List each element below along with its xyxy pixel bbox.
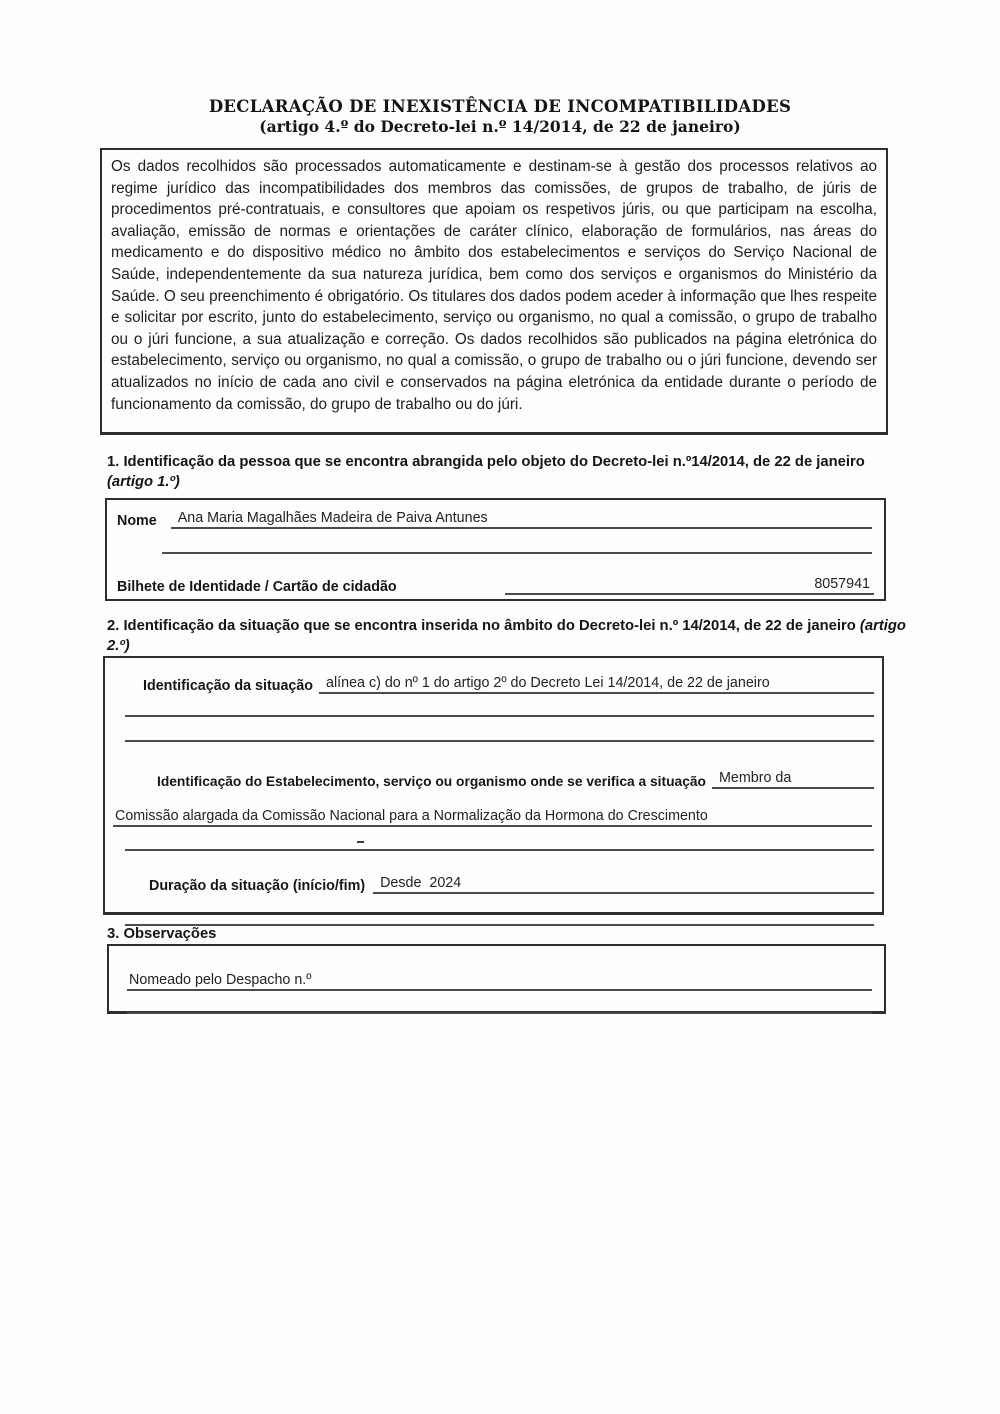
situacao-field-row — [143, 675, 874, 694]
bi-field-row — [117, 576, 874, 595]
duracao-value: Desde 2024 — [373, 875, 874, 894]
stray-mark — [357, 841, 364, 843]
section2-heading-line1 — [107, 616, 907, 636]
nome-value: Ana Maria Magalhães Madeira de Paiva Antunes — [171, 510, 872, 529]
section2-heading-text: 2. Identificação da situação que se encontra inserida no âmbito do Decreto-lei n.º 14/2014, de 22 de janeiro — [107, 618, 856, 634]
blank-line — [127, 1008, 872, 1014]
privacy-notice-box — [100, 148, 888, 435]
estabelecimento-field-row — [157, 770, 874, 789]
observacoes-value: Nomeado pelo Despacho n.º — [127, 972, 872, 991]
section1-box — [105, 498, 886, 601]
estabelecimento-value-line1: Membro da — [712, 770, 874, 789]
bi-value: 8057941 — [505, 576, 874, 595]
section3-box — [107, 944, 886, 1014]
estabelecimento-value-line2: Comissão alargada da Comissão Nacional para a Normalização da Hormona do Crescimento — [113, 808, 872, 827]
blank-line — [162, 548, 872, 554]
blank-line — [125, 711, 874, 717]
situacao-value: alínea c) do nº 1 do artigo 2º do Decreto Lei 14/2014, de 22 de janeiro — [319, 675, 874, 694]
section1-heading-line1: 1. Identificação da pessoa que se encontra abrangida pelo objeto do Decreto-lei n.º14/2014, de 22 de janeiro — [107, 454, 865, 470]
document-title: DECLARAÇÃO DE INEXISTÊNCIA DE INCOMPATIBILIDADES — [208, 97, 792, 116]
estabelecimento-label: Identificação do Estabelecimento, serviço ou organismo onde se verifica a situação — [157, 774, 706, 789]
nome-field-row — [117, 510, 872, 529]
section1-heading — [107, 452, 907, 492]
privacy-notice-text: Os dados recolhidos são processados automaticamente e destinam-se à gestão dos processos relativos ao regime jurídico das incompatibilidades dos membros das comissões, de grupos de trabalho, de júris de procedimentos pré-contratuais, e consultores que apoiam os respetivos júris, ou que participam na escolha, avaliação, emissão de normas e orientações de caráter clínico, elaboração de formulários, nas áreas do medicamento e do dispositivo médico no âmbito dos estabelecimentos e serviços do Serviço Nacional de Saúde, independentemente da sua natureza jurídica, bem como dos serviços e organismos do Ministério da Saúde. O seu preenchimento é obrigatório. Os titulares dos dados podem aceder à informação que lhes respeite e solicitar por escrito, junto do estabelecimento, serviço ou organismo, no qual a comissão, o grupo de trabalho ou o júri funcione, a sua atualização e correção. Os dados recolhidos são publicados na página eletrónica do estabelecimento, serviço ou organismo, no qual a comissão, o grupo de trabalho ou o júri funcione, devendo ser atualizados no início de cada ano civil e conservados na página eletrónica da entidade durante o período de funcionamento da comissão, do grupo de trabalho ou do júri. — [111, 158, 877, 413]
bi-label: Bilhete de Identidade / Cartão de cidadão — [117, 579, 397, 595]
blank-line — [125, 736, 874, 742]
title-block — [0, 97, 1000, 137]
section2-heading-artigo-part2: 2.º) — [107, 638, 130, 654]
section1-heading-artigo: (artigo 1.º) — [107, 474, 180, 490]
section2-heading-artigo-part1: (artigo — [859, 618, 906, 634]
situacao-label: Identificação da situação — [143, 678, 314, 694]
nome-label: Nome — [117, 513, 157, 529]
section3-heading: 3. Observações — [107, 926, 217, 942]
duracao-label: Duração da situação (início/fim) — [149, 878, 366, 894]
section2-box — [103, 656, 884, 915]
section2-heading — [107, 616, 907, 656]
blank-line — [125, 845, 874, 851]
document-subtitle: (artigo 4.º do Decreto-lei n.º 14/2014, de 22 de janeiro) — [259, 117, 741, 136]
duracao-field-row — [149, 875, 874, 894]
